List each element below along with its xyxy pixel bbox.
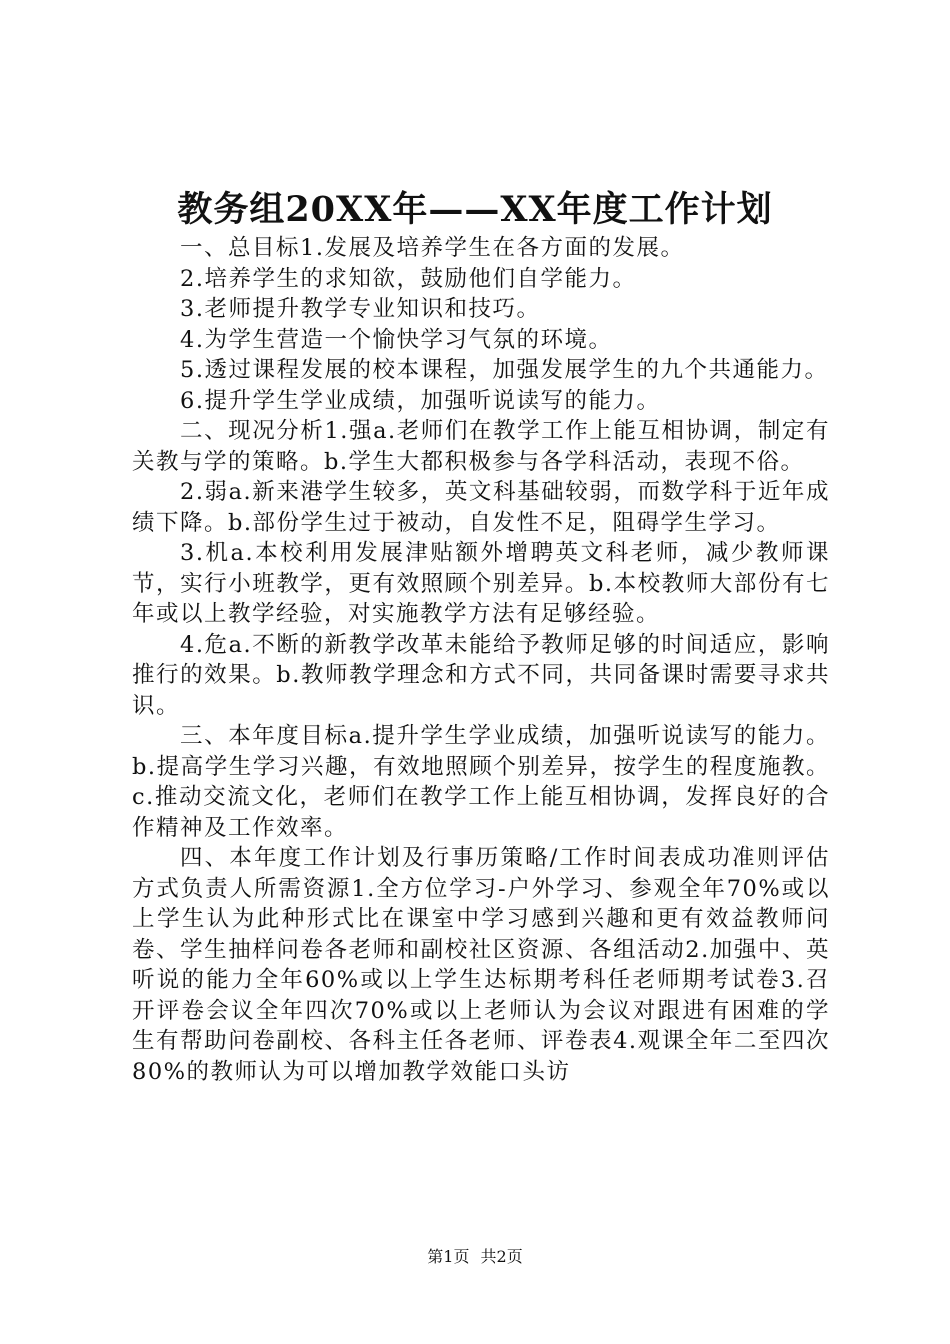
page-footer <box>0 1245 950 1269</box>
page-number: 第1页 <box>427 1247 470 1266</box>
page-total: 共2页 <box>480 1247 523 1266</box>
paragraph: 2.弱a.新来港学生较多，英文科基础较弱，而数学科于近年成绩下降。b.部份学生过于被动，自发性不足，阻碍学生学习。 <box>132 479 830 536</box>
paragraph: 2.培养学生的求知欲，鼓励他们自学能力。 <box>180 265 637 292</box>
paragraph: 一、总目标1.发展及培养学生在各方面的发展。 <box>180 235 685 261</box>
paragraph: 3.机a.本校利用发展津贴额外增聘英文科老师，减少教师课节，实行小班教学，更有效照顾个别差异。b.本校教师大部份有七年或以上教学经验，对实施教学方法有足够经验。 <box>132 540 830 627</box>
paragraph: 5.透过课程发展的校本课程，加强发展学生的九个共通能力。 <box>180 357 829 383</box>
paragraph: 二、现况分析1.强a.老师们在教学工作上能互相协调，制定有关教与学的策略。b.学生大都积极参与各学科活动，表现不俗。 <box>132 418 830 475</box>
document-title: 教务组20XX年——XX年度工作计划 <box>177 189 773 230</box>
document-body <box>132 233 830 1087</box>
paragraph: 6.提升学生学业成绩，加强听说读写的能力。 <box>180 387 661 414</box>
paragraph: 3.老师提升教学专业知识和技巧。 <box>180 296 541 322</box>
paragraph: 4.危a.不断的新教学改革未能给予教师足够的时间适应，影响推行的效果。b.教师教学理念和方式不同，共同备课时需要寻求共识。 <box>132 631 830 719</box>
paragraph: 四、本年度工作计划及行事历策略/工作时间表成功准则评估方式负责人所需资源1.全方位学习-户外学习、参观全年70%或以上学生认为此种形式比在课室中学习感到兴趣和更有效益教师问卷、学生抽样问卷各老师和副校社区资源、各组活动2.加强中、英听说的能力全年60%或以上学生达标期考科任老师期考试卷3.召开评卷会议全年四次70%或以上老师认为会议对跟进有困难的学生有帮助问卷副校、各科主任各老师、评卷表4.观课全年二至四次80%的教师认为可以增加教学效能口头访 <box>132 845 830 1085</box>
paragraph: 4.为学生营造一个愉快学习气氛的环境。 <box>180 326 613 353</box>
paragraph: 三、本年度目标a.提升学生学业成绩，加强听说读写的能力。b.提高学生学习兴趣，有效地照顾个别差异，按学生的程度施教。c.推动交流文化，老师们在教学工作上能互相协调，发挥良好的合作精神及工作效率。 <box>132 723 830 841</box>
